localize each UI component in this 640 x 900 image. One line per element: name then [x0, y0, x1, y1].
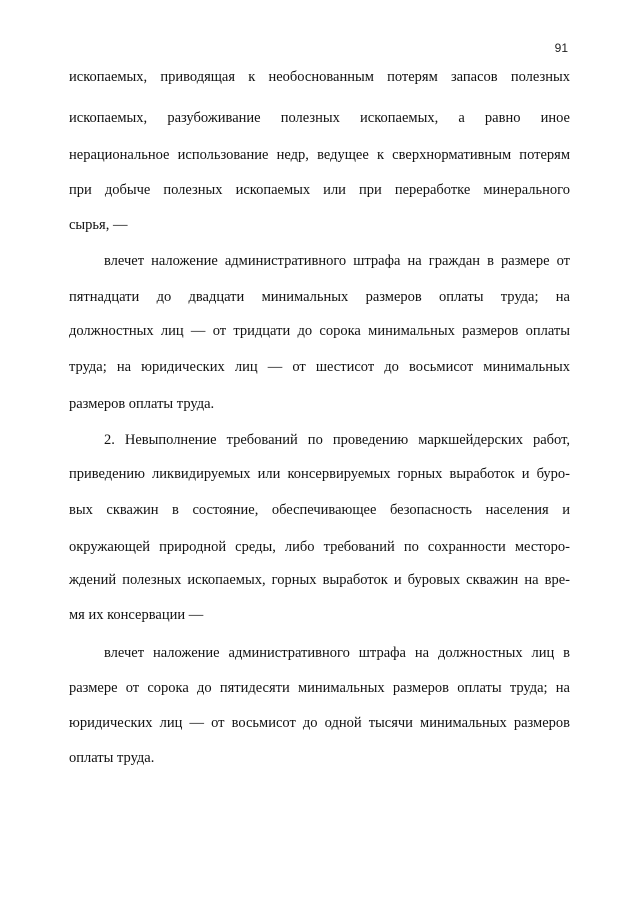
text-line: сырья, —: [69, 217, 128, 233]
text-line: влечет наложение административного штрафа на граждан в размере от: [104, 253, 570, 269]
text-line: вых скважин в состояние, обеспечивающее безопасность населения и: [69, 502, 570, 518]
text-line: юридических лиц — от восьмисот до одной тысячи минимальных размеров: [69, 715, 570, 731]
text-line: нерациональное использование недр, ведущее к сверхнормативным потерям: [69, 147, 570, 163]
text-line: ископаемых, приводящая к необоснованным потерям запасов полезных: [69, 69, 570, 85]
text-line: 2. Невыполнение требований по проведению маркшейдерских работ,: [104, 432, 570, 448]
text-line: ждений полезных ископаемых, горных выработок и буровых скважин на вре-: [69, 572, 570, 588]
text-line: при добыче полезных ископаемых или при переработке минерального: [69, 182, 570, 198]
text-line: должностных лиц — от тридцати до сорока минимальных размеров оплаты: [69, 323, 570, 339]
page-number: 91: [554, 41, 568, 55]
text-line: ископаемых, разубоживание полезных ископаемых, а равно иное: [69, 110, 570, 126]
text-line: оплаты труда.: [69, 750, 155, 766]
text-line: приведению ликвидируемых или консервируемых горных выработок и буро-: [69, 466, 570, 482]
text-line: размере от сорока до пятидесяти минимальных размеров оплаты труда; на: [69, 680, 570, 696]
text-line: размеров оплаты труда.: [69, 396, 215, 412]
text-line: влечет наложение административного штрафа на должностных лиц в: [104, 645, 570, 661]
text-line: пятнадцати до двадцати минимальных размеров оплаты труда; на: [69, 289, 570, 305]
text-line: окружающей природной среды, либо требований по сохранности месторо-: [69, 539, 570, 555]
text-line: труда; на юридических лиц — от шестисот до восьмисот минимальных: [69, 359, 570, 375]
text-line: мя их консервации —: [69, 607, 204, 623]
